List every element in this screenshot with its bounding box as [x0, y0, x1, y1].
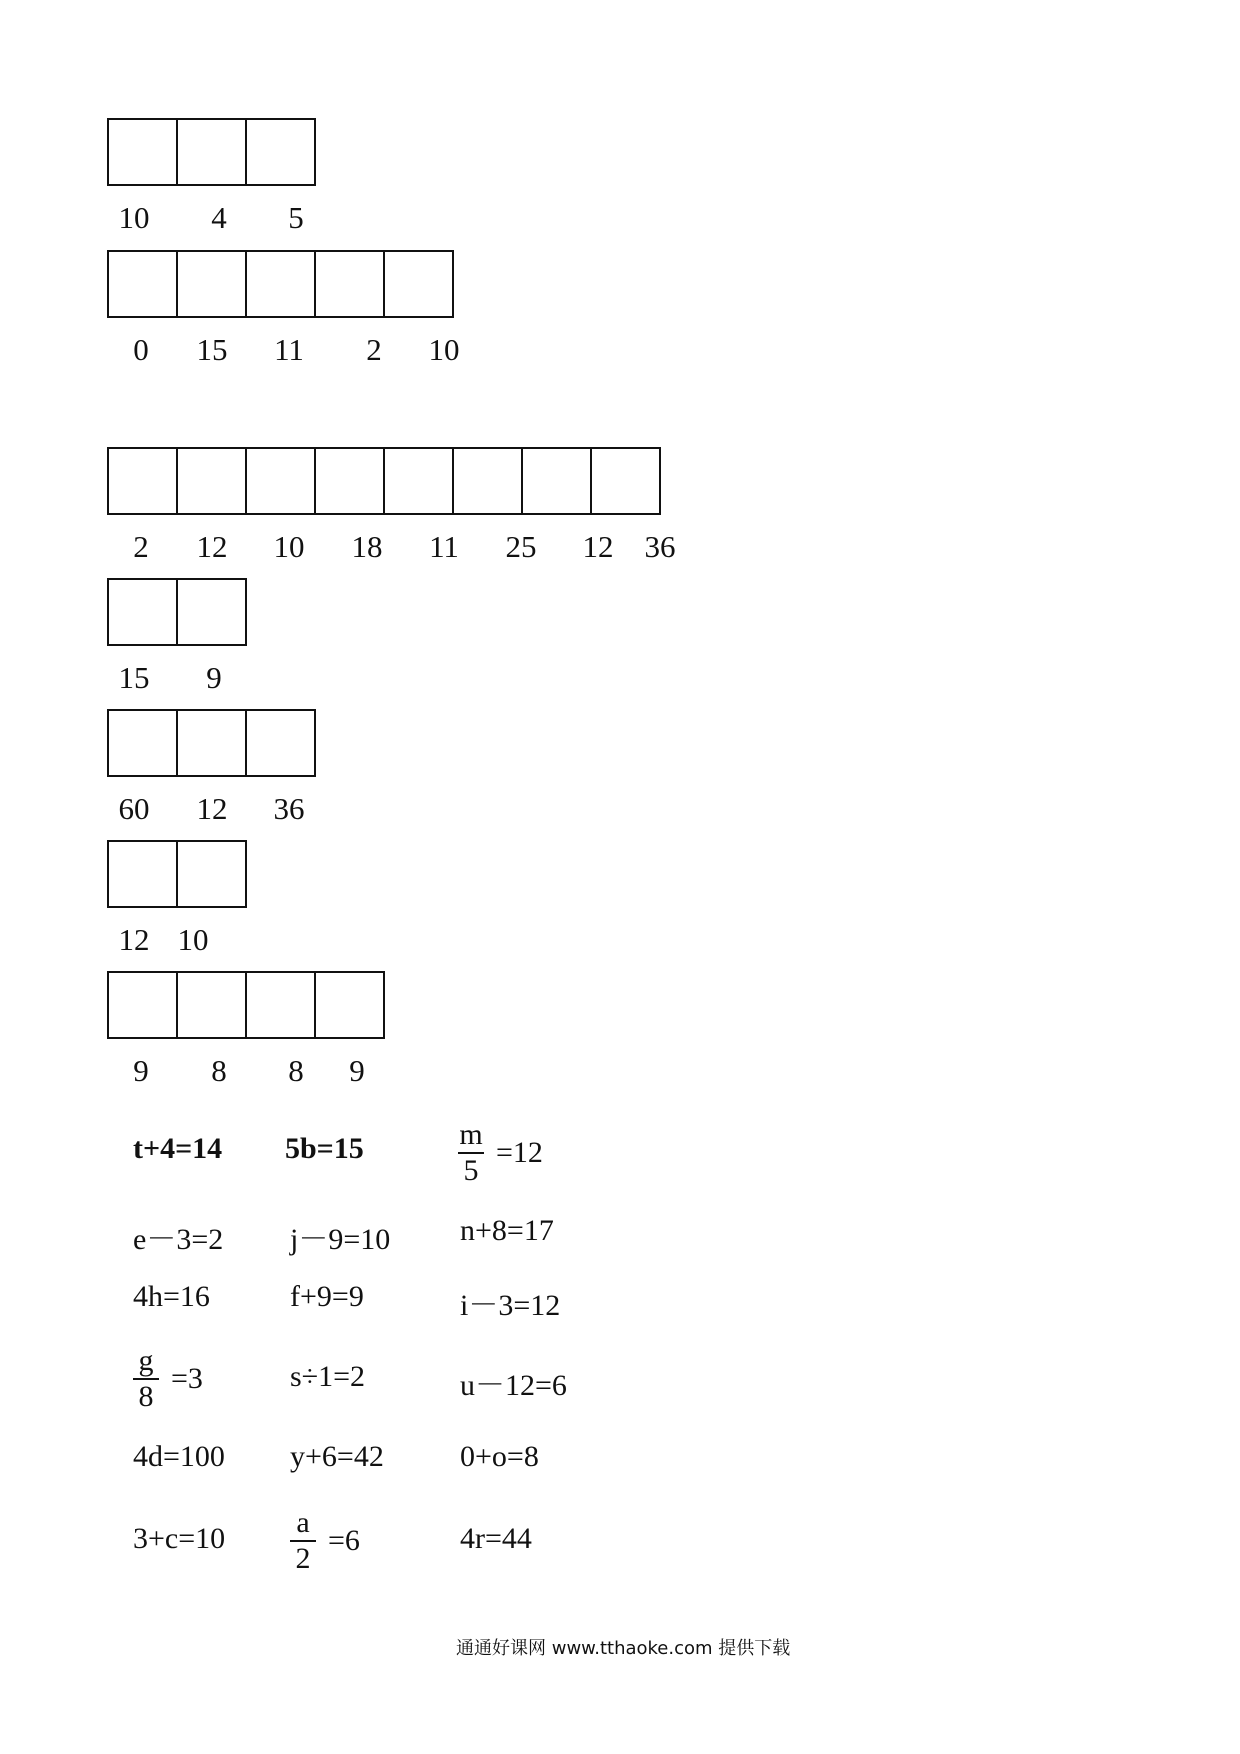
box-label: 5	[288, 200, 304, 235]
equation-rest: =3	[171, 1362, 203, 1395]
box-label: 10	[118, 200, 150, 235]
fraction-denominator: 2	[295, 1542, 311, 1575]
answer-box[interactable]	[247, 973, 316, 1037]
box-label: 12	[582, 529, 614, 564]
answer-box[interactable]	[178, 842, 247, 906]
answer-box[interactable]	[316, 973, 385, 1037]
footer-credit: 通通好课网 www.tthaoke.com 提供下载	[456, 1638, 791, 1659]
box-label: 25	[505, 529, 537, 564]
box-labels	[107, 186, 316, 235]
box-labels	[107, 908, 247, 957]
answer-box-group-6	[107, 840, 247, 957]
box-label: 15	[196, 332, 228, 367]
answer-box[interactable]	[592, 449, 661, 513]
equation: s÷1=2	[290, 1360, 366, 1393]
answer-box[interactable]	[109, 973, 178, 1037]
box-labels	[107, 318, 460, 367]
box-label: 2	[133, 529, 149, 564]
answer-box[interactable]	[454, 449, 523, 513]
answer-box[interactable]	[109, 120, 178, 184]
answer-box[interactable]	[247, 449, 316, 513]
answer-box[interactable]	[178, 449, 247, 513]
fraction	[458, 1120, 484, 1186]
box-label: 15	[118, 660, 150, 695]
equation-rest: =6	[328, 1524, 360, 1557]
fraction-numerator: a	[296, 1506, 310, 1539]
answer-boxes	[107, 447, 661, 515]
answer-box-group-3	[107, 447, 676, 564]
answer-box[interactable]	[385, 449, 454, 513]
answer-box[interactable]	[178, 252, 247, 316]
box-label: 0	[133, 332, 149, 367]
equation: u－12=6	[460, 1369, 567, 1402]
fraction-numerator: m	[459, 1118, 483, 1151]
box-label: 11	[429, 529, 459, 564]
box-label: 8	[288, 1053, 304, 1088]
answer-box[interactable]	[178, 711, 247, 775]
answer-box-group-1	[107, 118, 316, 235]
fraction-denominator: 8	[138, 1380, 154, 1413]
answer-box[interactable]	[109, 842, 178, 906]
equation: 4d=100	[133, 1440, 225, 1473]
equation: y+6=42	[290, 1440, 384, 1473]
fraction-denominator: 5	[463, 1154, 479, 1187]
fraction-numerator: g	[138, 1344, 154, 1377]
box-label: 11	[274, 332, 304, 367]
box-label: 9	[349, 1053, 365, 1088]
answer-box[interactable]	[109, 252, 178, 316]
equation: i－3=12	[460, 1289, 561, 1322]
box-labels	[107, 515, 676, 564]
equation: 3+c=10	[133, 1522, 226, 1555]
equation: t+4=14	[133, 1132, 223, 1165]
answer-box-group-7	[107, 971, 385, 1088]
box-labels	[107, 1039, 385, 1088]
fraction	[133, 1346, 159, 1412]
answer-box-group-5	[107, 709, 316, 826]
equation: n+8=17	[460, 1214, 554, 1247]
answer-boxes	[107, 840, 247, 908]
box-label: 10	[177, 922, 209, 957]
answer-box[interactable]	[109, 449, 178, 513]
answer-box[interactable]	[523, 449, 592, 513]
box-label: 10	[428, 332, 460, 367]
box-label: 8	[211, 1053, 227, 1088]
box-label: 12	[196, 529, 228, 564]
answer-box[interactable]	[109, 580, 178, 644]
answer-boxes	[107, 118, 316, 186]
fraction-equation	[133, 1346, 203, 1412]
answer-box[interactable]	[247, 120, 316, 184]
answer-box[interactable]	[316, 449, 385, 513]
equation: j－9=10	[290, 1223, 391, 1256]
answer-box[interactable]	[109, 711, 178, 775]
box-label: 18	[351, 529, 383, 564]
equation-rest: =12	[496, 1136, 543, 1169]
answer-boxes	[107, 578, 247, 646]
box-labels	[107, 777, 316, 826]
box-label: 12	[196, 791, 228, 826]
equation: 0+o=8	[460, 1440, 539, 1473]
answer-box[interactable]	[178, 973, 247, 1037]
box-label: 10	[273, 529, 305, 564]
fraction	[290, 1508, 316, 1574]
box-label: 9	[133, 1053, 149, 1088]
answer-box[interactable]	[316, 252, 385, 316]
box-label: 60	[118, 791, 150, 826]
answer-box[interactable]	[178, 120, 247, 184]
answer-boxes	[107, 971, 385, 1039]
box-label: 2	[366, 332, 382, 367]
equation: 4h=16	[133, 1280, 210, 1313]
fraction-equation	[290, 1508, 360, 1574]
box-label: 4	[211, 200, 227, 235]
answer-boxes	[107, 250, 454, 318]
box-label: 9	[206, 660, 222, 695]
answer-boxes	[107, 709, 316, 777]
box-labels	[107, 646, 247, 695]
fraction-equation	[458, 1120, 543, 1186]
equation: e－3=2	[133, 1223, 224, 1256]
answer-box[interactable]	[385, 252, 454, 316]
box-label: 12	[118, 922, 150, 957]
answer-box-group-4	[107, 578, 247, 695]
equation: f+9=9	[290, 1280, 364, 1313]
answer-box[interactable]	[247, 711, 316, 775]
answer-box[interactable]	[178, 580, 247, 644]
box-label: 36	[273, 791, 305, 826]
answer-box-group-2	[107, 250, 460, 367]
equation: 5b=15	[285, 1132, 364, 1165]
equation: 4r=44	[460, 1522, 532, 1555]
answer-box[interactable]	[247, 252, 316, 316]
box-label: 36	[644, 529, 676, 564]
